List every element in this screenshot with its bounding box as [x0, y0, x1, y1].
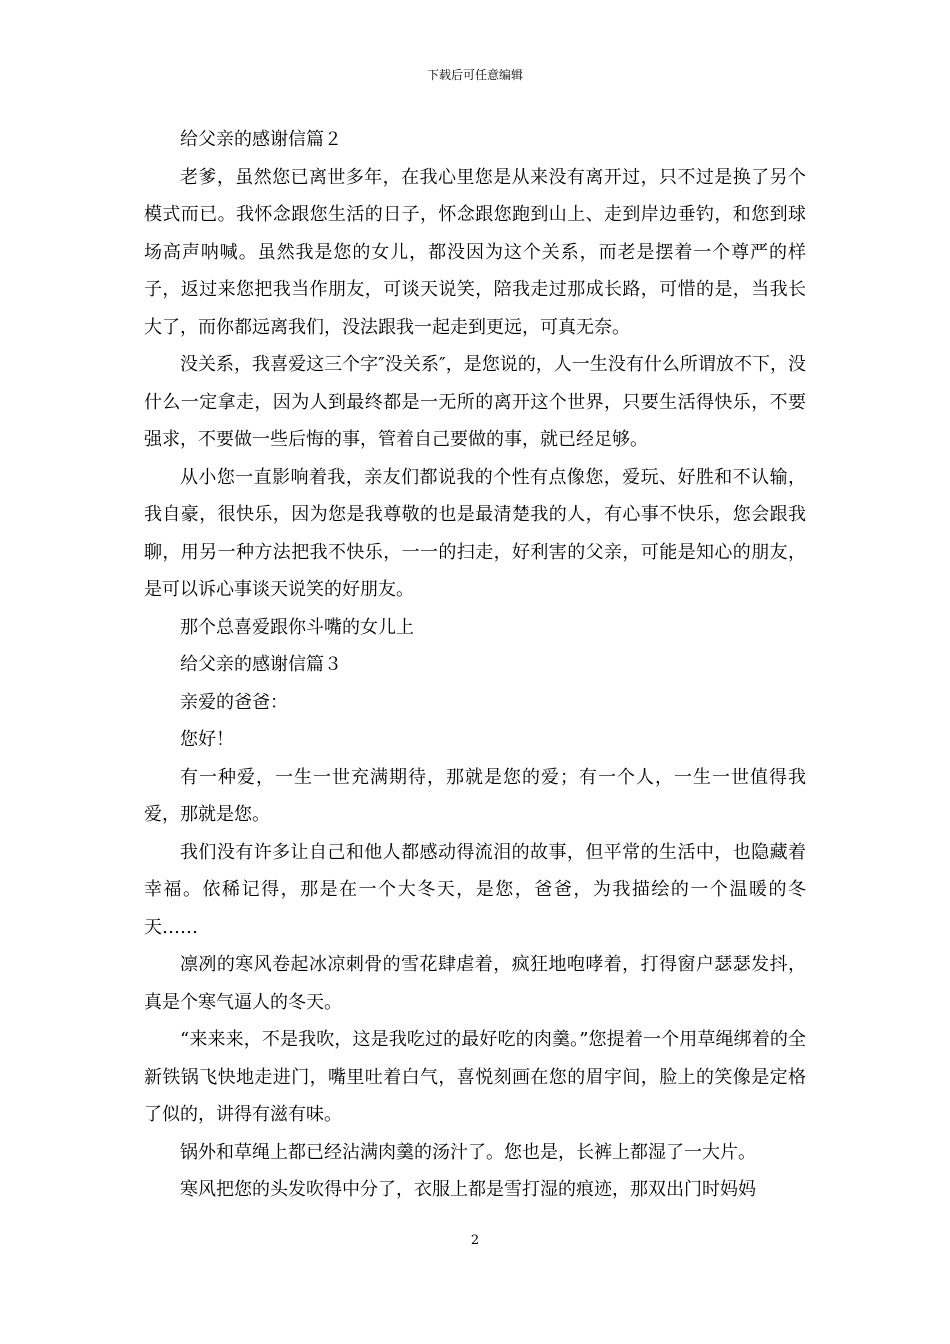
document-body	[144, 121, 806, 1209]
page-number: 2	[470, 1233, 480, 1248]
salutation: 亲爱的爸爸：	[180, 691, 288, 713]
section-title: 给父亲的感谢信篇３	[180, 654, 342, 675]
body-paragraph: 有一种爱，一生一世充满期待，那就是您的爱；有一个人，一生一世值得我爱，那就是您。	[144, 766, 806, 825]
section-title: 给父亲的感谢信篇２	[180, 129, 342, 150]
body-paragraph: 凛冽的寒风卷起冰凉刺骨的雪花肆虐着，疯狂地咆哮着，打得窗户瑟瑟发抖，真是个寒气逼人的冬天。	[144, 954, 806, 1013]
body-paragraph: “来来来，不是我吹，这是我吃过的最好吃的肉羹。”您提着一个用草绳绑着的全新铁锅飞快地走进门，嘴里吐着白气，喜悦刻画在您的眉宇间，脸上的笑像是定格了似的，讲得有滋有味。	[144, 1029, 806, 1125]
greeting: 您好！	[180, 729, 234, 750]
signature-line: 那个总喜爱跟你斗嘴的女儿上	[180, 616, 414, 638]
body-paragraph: 我们没有许多让自己和他人都感动得流泪的故事，但平常的生活中，也隐藏着幸福。依稀记得，那是在一个大冬天，是您，爸爸，为我描绘的一个温暖的冬天……	[144, 841, 806, 938]
body-paragraph: 锅外和草绳上都已经沾满肉羹的汤汁了。您也是，长裤上都湿了一大片。	[180, 1141, 756, 1163]
body-paragraph: 从小您一直影响着我，亲友们都说我的个性有点像您，爱玩、好胜和不认输，我自豪，很快乐，因为您是我尊敬的也是最清楚我的人，有心事不快乐，您会跟我聊，用另一种方法把我不快乐，一一的扫走，好利害的父亲，可能是知心的朋友，是可以诉心事谈天说笑的好朋友。	[144, 466, 806, 600]
page-header: 下载后可任意编辑	[426, 68, 523, 82]
body-paragraph: 没关系，我喜爱这三个字″没关系″，是您说的，人一生没有什么所谓放不下，没什么一定拿走，因为人到最终都是一无所的离开这个世界，只要生活得快乐，不要强求，不要做一些后悔的事，管着自己要做的事，就已经足够。	[144, 354, 806, 450]
body-paragraph: 寒风把您的头发吹得中分了，衣服上都是雪打湿的痕迹，那双出门时妈妈	[180, 1179, 756, 1200]
body-paragraph: 老爹，虽然您已离世多年，在我心里您是从来没有离开过，只不过是换了另个模式而已。我怀念跟您生活的日子，怀念跟您跑到山上、走到岸边垂钓，和您到球场高声呐喊。虽然我是您的女儿，都没因为这个关系，而老是摆着一个尊严的样子，返过来您把我当作朋友，可谈天说笑，陪我走过那成长路，可惜的是，当我长大了，而你都远离我们，没法跟我一起走到更远，可真无奈。	[144, 166, 806, 338]
